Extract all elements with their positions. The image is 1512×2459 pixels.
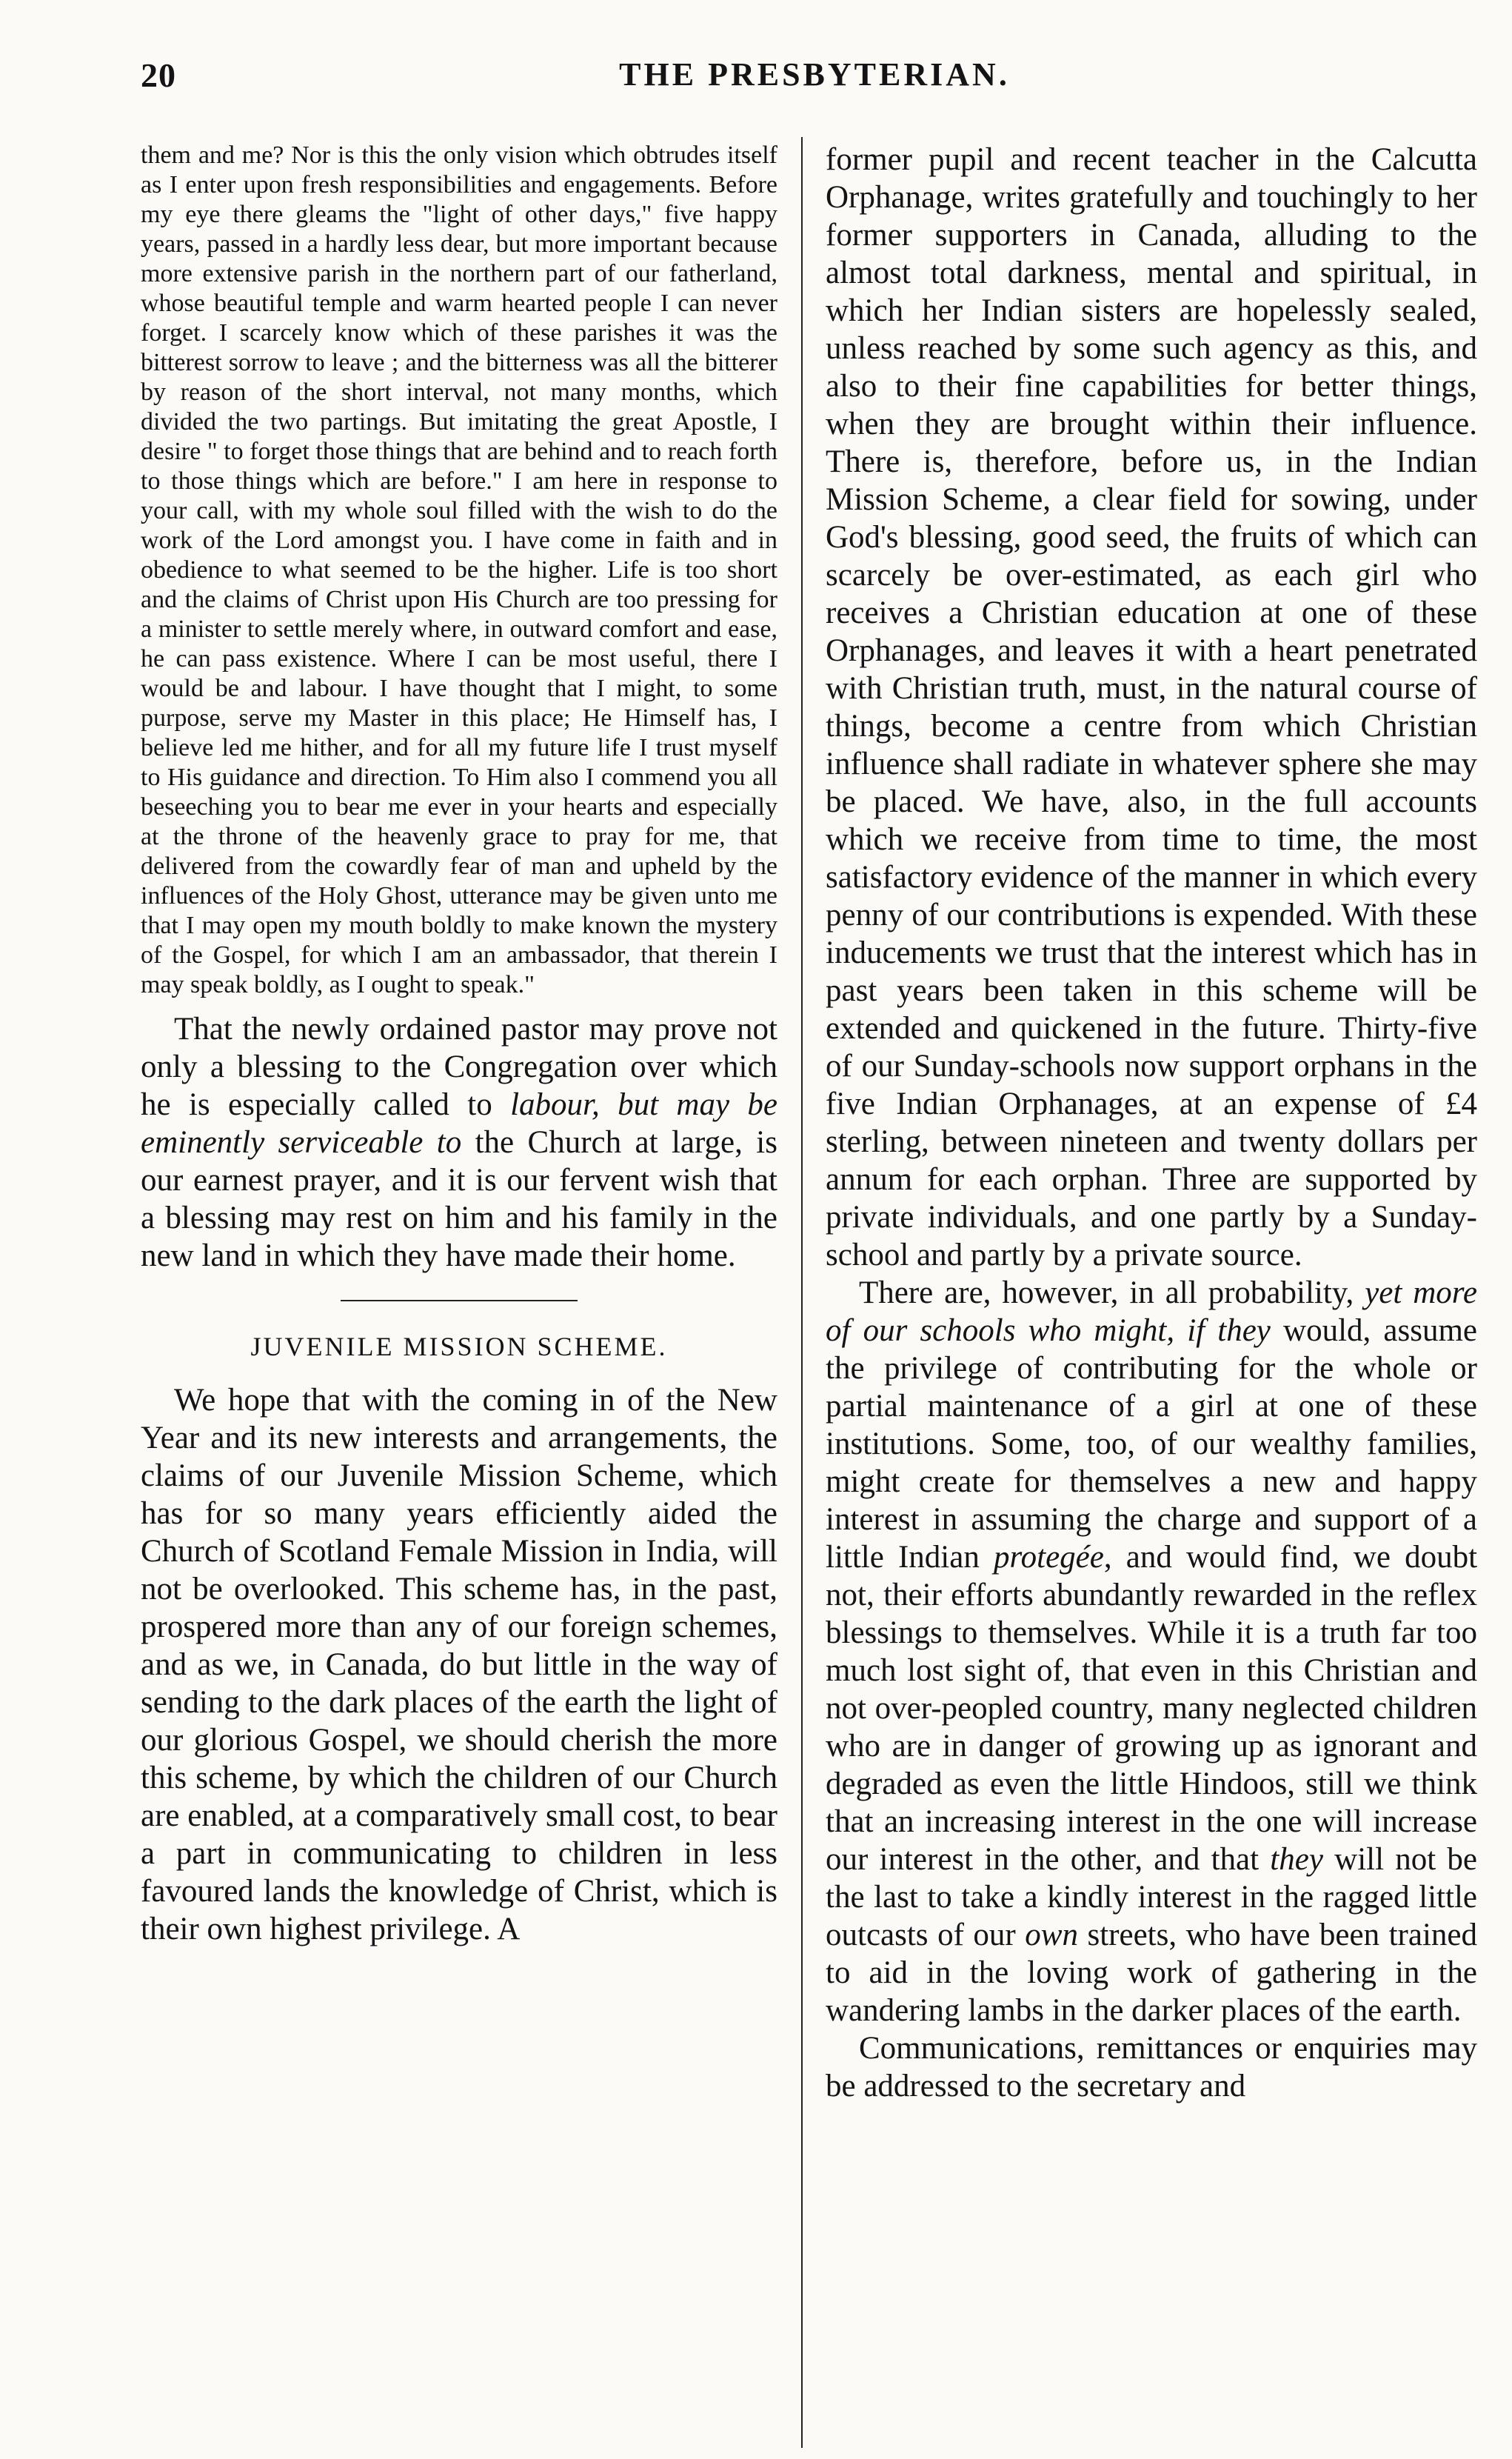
schools-text-italic-1: yet more of our schools who might, if they [826,1275,1477,1348]
pastor-text-italic: labour, but may be eminently serviceable to [141,1087,777,1160]
page-header [141,56,1488,107]
schools-text-c: , and would find, we doubt not, their efforts abundantly rewarded in the reflex blessings to themselves. While it is a truth far too much lost sight of, that even in this Christian and not over-peopled country, many neglected children who are in danger of growing up as ignorant and degraded as even the little Hindoos, still we think that an increasing interest in the one will increase our interest in the other, and that [826,1540,1478,1877]
schools-text-b: would, assume the privilege of contributing for the whole or partial maintenance of a girl at one of these institutions. Some, too, of our wealthy families, might create for themselves a new and happy interest in assuming the charge and support of a little Indian [826,1313,1477,1575]
pastor-text-a: That the newly ordained pastor may prove not only a blessing to the Congregation over which he is especially called to [141,1012,777,1122]
orphanage-paragraph: former pupil and recent teacher in the Calcutta Orphanage, writes gratefully and touchingly to her former supporters in Canada, alluding to the almost total darkness, mental and spiritual, in which her Indian sisters are hopelessly sealed, unless reached by some such agency as this, and also to their fine capabilities for better things, when they are brought within their influence. There is, therefore, before us, in the Indian Mission Scheme, a clear field for sowing, under God's blessing, good seed, the fruits of which can scarcely be over-estimated, as each girl who receives a Christian education at one of these Orphanages, and leaves it with a heart penetrated with Christian truth, must, in the natural course of things, become a centre from which Christian influence shall radiate in whatever sphere she may be placed. We have, also, in the full accounts which we receive from time to time, the most satisfactory evidence of the manner in which every penny of our contributions is expended. With these inducements we trust that the interest which has in past years been taken in this scheme will be extended and quickened in the future. Thirty-five of our Sunday-schools now support orphans in the five Indian Orphanages, at an expense of £4 sterling, between nineteen and twenty dollars per annum for each orphan. Three are supported by private individuals, and one partly by a Sunday-school and partly by a private source. [826,142,1477,1272]
scheme-paragraph: We hope that with the coming in of the New Year and its new interests and arrangements, the claims of our Juvenile Mission Scheme, which has for so many years efficiently aided the Church of Scotland Female Mission in India, will not be overlooked. This scheme has, in the past, prospered more than any of our foreign schemes, and as we, in Canada, do but little in the way of sending to the dark places of the earth the light of our glorious Gospel, we should cherish the more this scheme, by which the children of our Church are enabled, at a comparatively small cost, to bear a part in communicating to children in less favoured lands the knowledge of Christ, which is their own highest privilege. A [141,1383,777,1946]
schools-text-italic-4: own [1025,1918,1078,1952]
section-heading: JUVENILE MISSION SCHEME. [250,1332,668,1361]
page-number: 20 [141,56,176,94]
communications-paragraph: Communications, remittances or enquiries may be addressed to the secretary and [826,2031,1477,2103]
schools-text-italic-2: protegée [993,1540,1104,1575]
section-divider [341,1300,578,1301]
schools-text-e: streets, who have been trained to aid in the loving work of gathering in the wandering lambs in the darker places of the earth. [826,1918,1477,2028]
schools-text-italic-3: they [1270,1842,1323,1877]
schools-text-a: There are, however, in all probability, [859,1275,1365,1310]
schools-paragraph [826,1274,1477,2029]
column-rule [801,137,803,2448]
running-title: THE PRESBYTERIAN. [619,56,1010,93]
sermon-quote-paragraph: them and me? Nor is this the only vision which obtrudes itself as I enter upon fresh responsibilities and engagements. Before my eye there gleams the "light of other days," five happy years, passed in a hardly less dear, but more important because more extensive parish in the northern part of our fatherland, whose beautiful temple and warm hearted people I can never forget. I scarcely know which of these parishes it was the bitterest sorrow to leave ; and the bitterness was all the bitterer by reason of the short interval, not many months, which divided the two partings. But imitating the great Apostle, I desire " to forget those things that are behind and to reach forth to those things which are before." I am here in response to your call, with my whole soul filled with the wish to do the work of the Lord amongst you. I have come in faith and in obedience to what seemed to be the higher. Life is too short and the claims of Christ upon His Church are too pressing for a minister to settle merely where, in outward comfort and ease, he can pass existence. Where I can be most useful, there I would be and labour. I have thought that I might, to some purpose, serve my Master in this place; He Himself has, I believe led me hither, and for all my future life I trust myself to His guidance and direction. To Him also I commend you all beseeching you to bear me ever in your hearts and especially at the throne of the heavenly grace to pray for me, that delivered from the cowardly fear of man and upheld by the influences of the Holy Ghost, utterance may be given unto me that I may open my mouth boldly to make known the mystery of the Gospel, for which I am an ambassador, that therein I may speak boldly, as I ought to speak." [141,141,777,998]
pastor-text-b: the Church at large, is our earnest prayer, and it is our fervent wish that a blessing may rest on him and his family in the new land in which they have made their home. [141,1125,777,1273]
schools-text-d: will not be the last to take a kindly interest in the ragged little outcasts of our [826,1842,1477,1952]
left-column [141,141,777,2437]
pastor-paragraph [141,1010,777,1275]
right-column [826,141,1477,2437]
